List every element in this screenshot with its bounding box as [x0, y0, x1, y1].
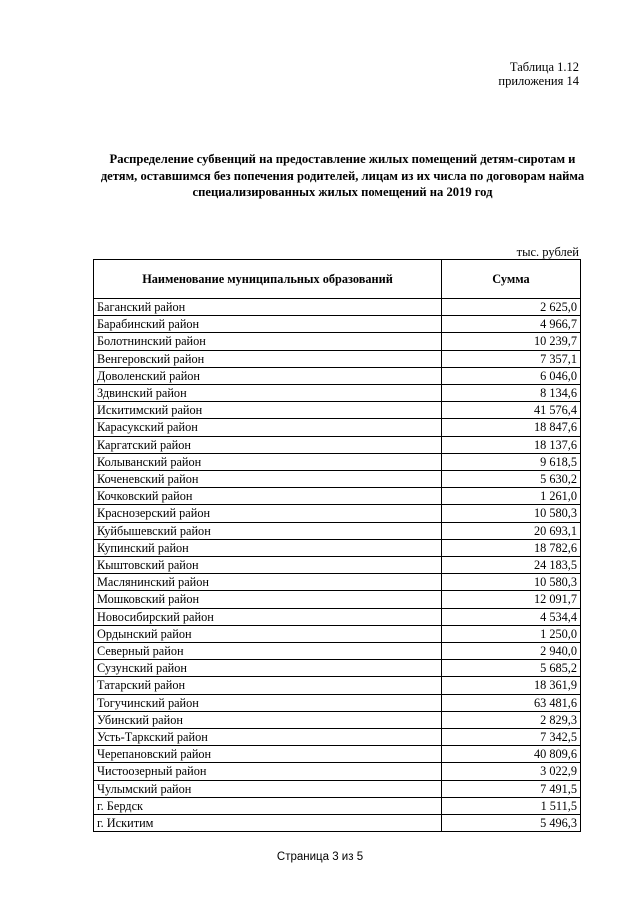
table-row: [94, 333, 581, 350]
municipality-name: Искитимский район: [94, 402, 442, 419]
amount-value: 7 357,1: [442, 350, 581, 367]
amount-value: 1 261,0: [442, 488, 581, 505]
table-body: [94, 299, 581, 832]
municipality-name: Здвинский район: [94, 385, 442, 402]
subvention-table: [93, 259, 581, 832]
table-row: [94, 729, 581, 746]
column-header-amount: Сумма: [442, 260, 581, 299]
table-row: [94, 660, 581, 677]
table-number: Таблица 1.12: [509, 60, 579, 74]
municipality-name: Усть-Таркский район: [94, 729, 442, 746]
amount-value: 24 183,5: [442, 557, 581, 574]
table-row: [94, 797, 581, 814]
table-header-row: [94, 260, 581, 299]
municipality-name: Куйбышевский район: [94, 522, 442, 539]
amount-value: 4 966,7: [442, 316, 581, 333]
municipality-name: Краснозерский район: [94, 505, 442, 522]
municipality-name: Венгеровский район: [94, 350, 442, 367]
municipality-name: Барабинский район: [94, 316, 442, 333]
amount-value: 5 630,2: [442, 471, 581, 488]
table-row: [94, 436, 581, 453]
municipality-name: Татарский район: [94, 677, 442, 694]
municipality-name: Сузунский район: [94, 660, 442, 677]
amount-value: 3 022,9: [442, 763, 581, 780]
municipality-name: Северный район: [94, 643, 442, 660]
units-label: тыс. рублей: [516, 245, 579, 259]
amount-value: 18 361,9: [442, 677, 581, 694]
amount-value: 40 809,6: [442, 746, 581, 763]
municipality-name: г. Бердск: [94, 797, 442, 814]
table-row: [94, 367, 581, 384]
table-row: [94, 711, 581, 728]
table-row: [94, 385, 581, 402]
municipality-name: Маслянинский район: [94, 574, 442, 591]
table-row: [94, 350, 581, 367]
column-header-name: Наименование муниципальных образований: [94, 260, 442, 299]
appendix-number: приложения 14: [498, 74, 579, 88]
page-number: Страница 3 из 5: [276, 851, 364, 863]
table-row: [94, 557, 581, 574]
amount-value: 18 137,6: [442, 436, 581, 453]
table-row: [94, 815, 581, 832]
municipality-name: Мошковский район: [94, 591, 442, 608]
municipality-name: Новосибирский район: [94, 608, 442, 625]
table-row: [94, 402, 581, 419]
table-row: [94, 746, 581, 763]
municipality-name: Болотнинский район: [94, 333, 442, 350]
amount-value: 12 091,7: [442, 591, 581, 608]
amount-value: 8 134,6: [442, 385, 581, 402]
municipality-name: Убинский район: [94, 711, 442, 728]
amount-value: 2 625,0: [442, 299, 581, 316]
municipality-name: Колыванский район: [94, 453, 442, 470]
municipality-name: Чулымский район: [94, 780, 442, 797]
table-row: [94, 763, 581, 780]
municipality-name: Коченевский район: [94, 471, 442, 488]
amount-value: 18 847,6: [442, 419, 581, 436]
table-row: [94, 316, 581, 333]
table-row: [94, 488, 581, 505]
municipality-name: Ордынский район: [94, 625, 442, 642]
amount-value: 2 829,3: [442, 711, 581, 728]
table-row: [94, 539, 581, 556]
amount-value: 18 782,6: [442, 539, 581, 556]
table-row: [94, 591, 581, 608]
municipality-name: г. Искитим: [94, 815, 442, 832]
amount-value: 7 342,5: [442, 729, 581, 746]
municipality-name: Кыштовский район: [94, 557, 442, 574]
municipality-name: Купинский район: [94, 539, 442, 556]
table-row: [94, 643, 581, 660]
table-row: [94, 677, 581, 694]
amount-value: 2 940,0: [442, 643, 581, 660]
amount-value: 1 511,5: [442, 797, 581, 814]
table-row: [94, 453, 581, 470]
amount-value: 10 239,7: [442, 333, 581, 350]
amount-value: 1 250,0: [442, 625, 581, 642]
municipality-name: Тогучинский район: [94, 694, 442, 711]
amount-value: 10 580,3: [442, 574, 581, 591]
table-row: [94, 299, 581, 316]
table-row: [94, 522, 581, 539]
amount-value: 5 496,3: [442, 815, 581, 832]
amount-value: 10 580,3: [442, 505, 581, 522]
table-row: [94, 574, 581, 591]
municipality-name: Доволенский район: [94, 367, 442, 384]
table-row: [94, 694, 581, 711]
municipality-name: Баганский район: [94, 299, 442, 316]
table-row: [94, 780, 581, 797]
amount-value: 7 491,5: [442, 780, 581, 797]
table-reference: [498, 60, 579, 88]
municipality-name: Кочковский район: [94, 488, 442, 505]
table-row: [94, 608, 581, 625]
table-row: [94, 625, 581, 642]
amount-value: 41 576,4: [442, 402, 581, 419]
municipality-name: Чистоозерный район: [94, 763, 442, 780]
amount-value: 4 534,4: [442, 608, 581, 625]
document-title: Распределение субвенций на предоставление жилых помещений детям-сиротам и детям, оставшимся без попечения родителей, лицам из их числа по договорам найма специализированных жилых помещений на 2019 год: [100, 152, 585, 199]
table-row: [94, 505, 581, 522]
table-row: [94, 419, 581, 436]
amount-value: 20 693,1: [442, 522, 581, 539]
municipality-name: Черепановский район: [94, 746, 442, 763]
table-row: [94, 471, 581, 488]
municipality-name: Каргатский район: [94, 436, 442, 453]
amount-value: 5 685,2: [442, 660, 581, 677]
amount-value: 9 618,5: [442, 453, 581, 470]
amount-value: 6 046,0: [442, 367, 581, 384]
amount-value: 63 481,6: [442, 694, 581, 711]
municipality-name: Карасукский район: [94, 419, 442, 436]
